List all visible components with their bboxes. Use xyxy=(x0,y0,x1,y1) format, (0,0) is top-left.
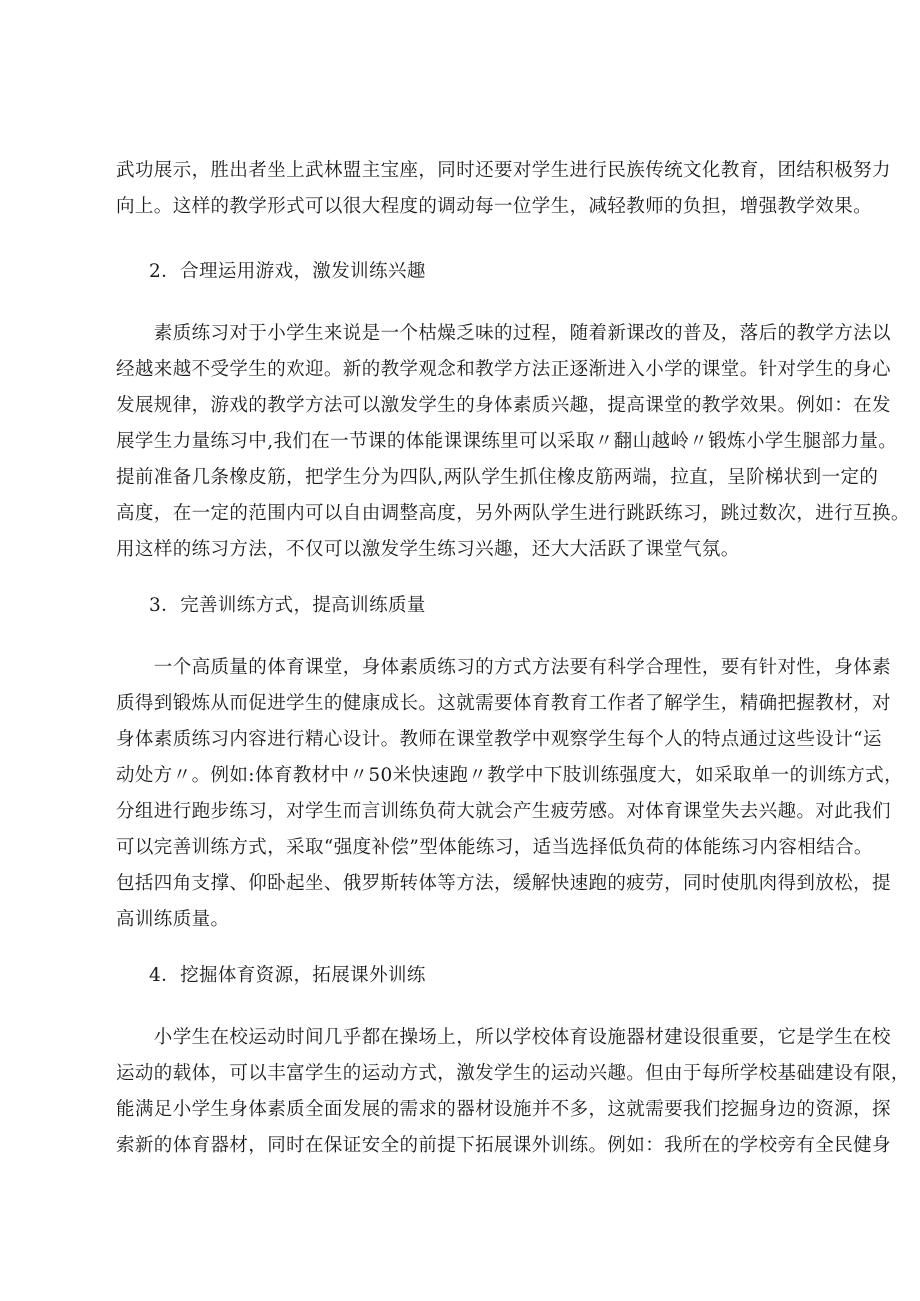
paragraph-line: 向上。这样的教学形式可以很大程度的调动每一位学生，减轻教师的负担，增强教学效果。 xyxy=(116,196,873,217)
paragraph-line: 小学生在校运动时间几乎都在操场上，所以学校体育设施器材建设很重要，它是学生在校 xyxy=(116,1027,891,1048)
paragraph-line: 用这样的练习方法，不仅可以激发学生练习兴趣，还大大活跃了课堂气氛。 xyxy=(116,539,740,560)
continuation-paragraph xyxy=(116,153,891,225)
section-heading-3: 3．完善训练方式，提高训练质量 xyxy=(149,595,426,616)
paragraph-line: 经越来越不受学生的欢迎。新的教学观念和教学方法正逐渐进入小学的课堂。针对学生的身心 xyxy=(116,359,891,380)
paragraph-line: 索新的体育器材，同时在保证安全的前提下拓展课外训练。例如：我所在的学校旁有全民健身 xyxy=(116,1135,891,1156)
paragraph-line: 一个高质量的体育课堂，身体素质练习的方式方法要有科学合理性，要有针对性，身体素 xyxy=(116,657,891,678)
section-heading-4: 4．挖掘体育资源，拓展课外训练 xyxy=(149,965,426,986)
paragraph-line: 身体素质练习内容进行精心设计。教师在课堂教学中观察学生每个人的特点通过这些设计“运 xyxy=(116,729,882,750)
paragraph-line: 动处方〃。例如:体育教材中〃50米快速跑〃教学中下肢训练强度大，如采取单一的训练方式， xyxy=(116,765,903,786)
paragraph-line: 分组进行跑步练习，对学生而言训练负荷大就会产生疲劳感。对体育课堂失去兴趣。对此我们 xyxy=(116,801,891,822)
paragraph-line: 素质练习对于小学生来说是一个枯燥乏味的过程，随着新课改的普及，落后的教学方法以 xyxy=(116,323,891,344)
paragraph-line: 可以完善训练方式，采取“强度补偿”型体能练习，适当选择低负荷的体能练习内容相结合。 xyxy=(116,837,873,858)
section-heading-2: 2．合理运用游戏，激发训练兴趣 xyxy=(149,261,426,282)
paragraph-line: 高训练质量。 xyxy=(116,909,230,930)
paragraph-line: 能满足小学生身体素质全面发展的需求的器材设施并不多，这就需要我们挖掘身边的资源，探 xyxy=(116,1099,891,1120)
section-paragraph-2 xyxy=(116,316,910,568)
paragraph-line: 发展规律，游戏的教学方法可以激发学生的身体素质兴趣，提高课堂的教学效果。例如：在发 xyxy=(116,395,891,416)
paragraph-line: 武功展示，胜出者坐上武林盟主宝座，同时还要对学生进行民族传统文化教育，团结积极努力 xyxy=(116,160,891,181)
paragraph-line: 提前准备几条橡皮筋，把学生分为四队,两队学生抓住橡皮筋两端，拉直，呈阶梯状到一定的 xyxy=(116,467,879,488)
paragraph-line: 质得到锻炼从而促进学生的健康成长。这就需要体育教育工作者了解学生，精确把握教材，对 xyxy=(116,693,891,714)
paragraph-line: 运动的载体，可以丰富学生的运动方式，激发学生的运动兴趣。但由于每所学校基础建设有限， xyxy=(116,1063,910,1084)
paragraph-line: 高度，在一定的范围内可以自由调整高度，另外两队学生进行跳跃练习，跳过数次，进行互换。 xyxy=(116,503,910,524)
paragraph-line: 包括四角支撑、仰卧起坐、俄罗斯转体等方法，缓解快速跑的疲劳，同时使肌肉得到放松，提 xyxy=(116,873,891,894)
section-paragraph-3 xyxy=(116,650,903,938)
paragraph-line: 展学生力量练习中,我们在一节课的体能课课练里可以采取〃翻山越岭〃锻炼小学生腿部力量。 xyxy=(116,431,898,452)
section-paragraph-4 xyxy=(116,1020,910,1164)
